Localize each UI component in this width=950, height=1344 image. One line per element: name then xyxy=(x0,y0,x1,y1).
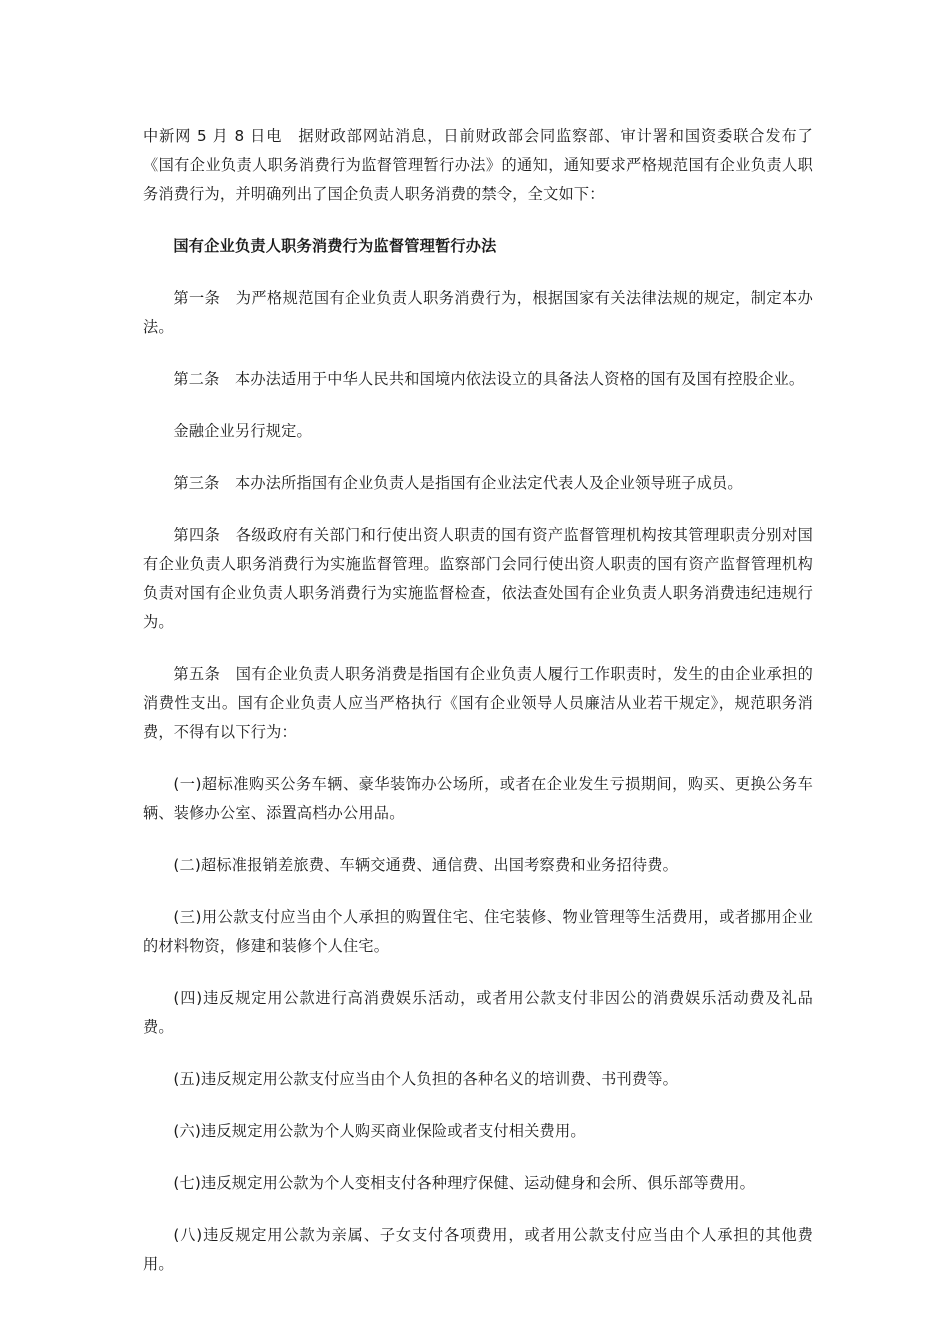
item-2: (二)超标准报销差旅费、车辆交通费、通信费、出国考察费和业务招待费。 xyxy=(173,856,679,874)
item-1: (一)超标准购买公务车辆、豪华装饰办公场所，或者在企业发生亏损期间，购买、更换公务车辆、装修办公室、添置高档办公用品。 xyxy=(143,775,813,822)
article-4: 第四条 各级政府有关部门和行使出资人职责的国有资产监督管理机构按其管理职责分别对国有企业负责人职务消费行为实施监督管理。监察部门会同行使出资人职责的国有资产监督管理机构负责对国有企业负责人职务消费行为实施监督检查，依法查处国有企业负责人职务消费违纪违规行为。 xyxy=(143,526,813,631)
item-6: (六)违反规定用公款为个人购买商业保险或者支付相关费用。 xyxy=(173,1122,586,1140)
item-7: (七)违反规定用公款为个人变相支付各种理疗保健、运动健身和会所、俱乐部等费用。 xyxy=(173,1174,755,1192)
item-8: (八)违反规定用公款为亲属、子女支付各项费用，或者用公款支付应当由个人承担的其他费用。 xyxy=(143,1226,813,1273)
item-3: (三)用公款支付应当由个人承担的购置住宅、住宅装修、物业管理等生活费用，或者挪用企业的材料物资，修建和装修个人住宅。 xyxy=(143,908,813,955)
article-3: 第三条 本办法所指国有企业负责人是指国有企业法定代表人及企业领导班子成员。 xyxy=(173,474,743,492)
document-title: 国有企业负责人职务消费行为监督管理暂行办法 xyxy=(173,237,497,255)
intro-paragraph: 中新网 5 月 8 日电 据财政部网站消息，日前财政部会同监察部、审计署和国资委联合发布了《国有企业负责人职务消费行为监督管理暂行办法》的通知，通知要求严格规范国有企业负责人职务消费行为，并明确列出了国企负责人职务消费的禁令，全文如下： xyxy=(143,127,813,203)
article-2-note: 金融企业另行规定。 xyxy=(173,422,312,440)
item-4: (四)违反规定用公款进行高消费娱乐活动，或者用公款支付非因公的消费娱乐活动费及礼品费。 xyxy=(143,989,813,1036)
item-5: (五)违反规定用公款支付应当由个人负担的各种名义的培训费、书刊费等。 xyxy=(173,1070,679,1088)
document-body xyxy=(143,122,813,1302)
article-1: 第一条 为严格规范国有企业负责人职务消费行为，根据国家有关法律法规的规定，制定本办法。 xyxy=(143,289,813,336)
article-5: 第五条 国有企业负责人职务消费是指国有企业负责人履行工作职责时，发生的由企业承担的消费性支出。国有企业负责人应当严格执行《国有企业领导人员廉洁从业若干规定》，规范职务消费，不得有以下行为： xyxy=(143,665,813,741)
article-2: 第二条 本办法适用于中华人民共和国境内依法设立的具备法人资格的国有及国有控股企业。 xyxy=(173,370,805,388)
